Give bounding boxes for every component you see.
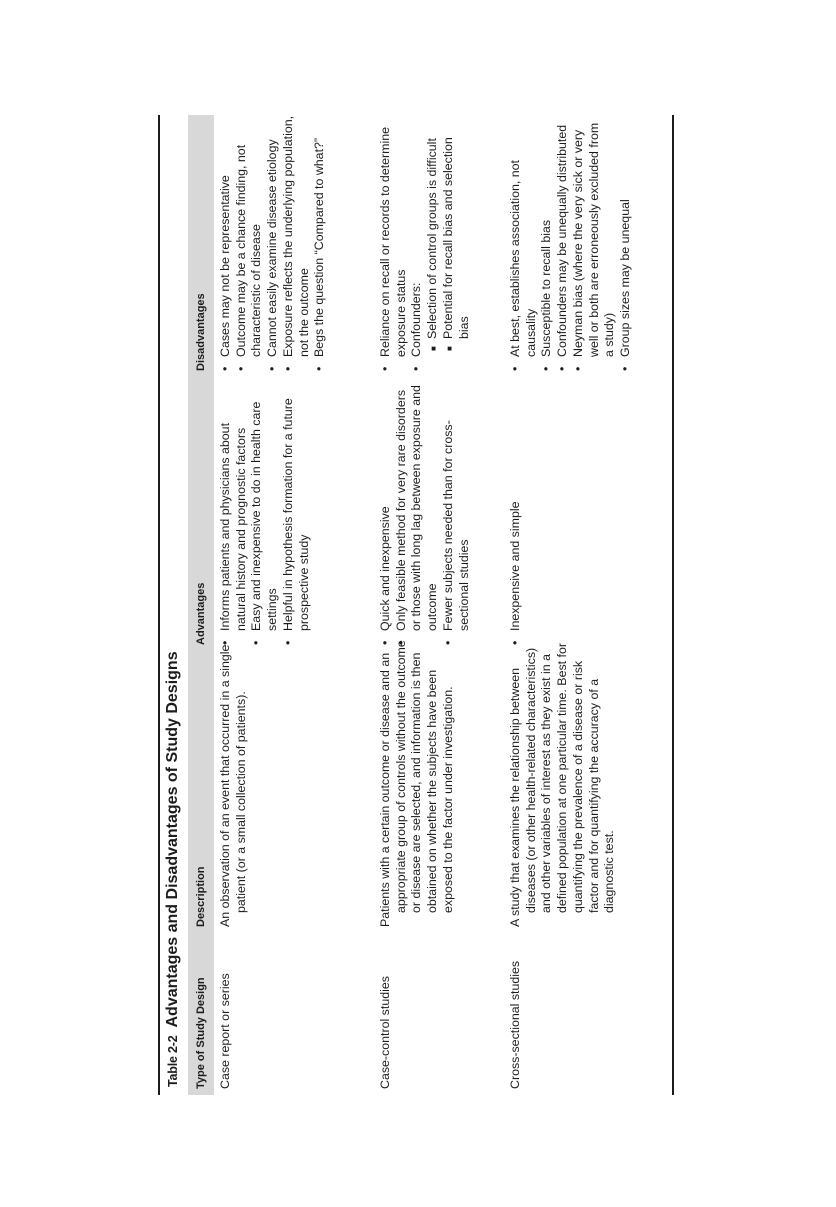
list-item: • At best, establishes association, not causality xyxy=(508,115,539,371)
list-item: • Reliance on recall or records to determine exposure status xyxy=(378,115,409,371)
row2-description: Patients with a certain outcome or disease and an appropriate group of controls without the outcome or disease are selected, and information is then obtained on whether the subjects have been exposed to the factor under investigation. xyxy=(378,640,455,927)
list-item xyxy=(409,115,472,371)
list-item: • Cannot easily examine disease etiology xyxy=(265,115,281,371)
row2-type: Case-control studies xyxy=(378,976,392,1089)
list-item: • Neyman bias (where the very sick or very well or both are erroneously excluded from a study) xyxy=(571,115,618,371)
row1-description: An observation of an event that occurred in a single patient (or a small collection of patients). xyxy=(218,644,248,927)
row3-disadvantages xyxy=(508,115,634,371)
confounders-label: Confounders: xyxy=(409,282,424,357)
table-header-row xyxy=(188,115,214,1095)
header-type: Type of Study Design xyxy=(195,977,207,1089)
list-item: • Only feasible method for very rare disorders or those with long lag between exposure and outcome xyxy=(394,383,441,645)
rotated-table-page xyxy=(158,115,678,1095)
list-item: • Confounders may be unequally distributed xyxy=(555,115,571,371)
list-item: • Begs the question “Compared to what?” xyxy=(312,115,328,371)
list-item: • Inexpensive and simple xyxy=(508,383,524,645)
row3-type: Cross-sectional studies xyxy=(508,960,522,1089)
table-number: Table 2-2 xyxy=(166,1035,180,1087)
list-item: • Cases may not be representative xyxy=(218,115,234,371)
list-item: • Informs patients and physicians about natural history and prognostic factors xyxy=(218,383,249,645)
row1-advantages xyxy=(218,383,312,645)
list-item: • Helpful in hypothesis formation for a future prospective study xyxy=(281,383,312,645)
list-item: • Susceptible to recall bias xyxy=(539,115,555,371)
header-description: Description xyxy=(195,866,207,927)
table-title xyxy=(164,651,182,1087)
list-item: ■ Potential for recall bias and selection bias xyxy=(441,115,472,357)
list-item: • Quick and inexpensive xyxy=(378,383,394,645)
top-rule xyxy=(158,115,160,1095)
header-advantages: Advantages xyxy=(195,582,207,645)
header-disadvantages: Disadvantages xyxy=(195,293,207,371)
list-item: • Fewer subjects needed than for cross-sectional studies xyxy=(441,383,472,645)
list-item: ■ Selection of control groups is difficult xyxy=(425,115,441,357)
table-title-text: Advantages and Disadvantages of Study Designs xyxy=(164,651,181,1028)
row3-description: A study that examines the relationship between diseases (or other health-related characteristics) and other variables of interest as they exist in a defined population at one particular time. Best for quantifying the prevalence of a disease or risk factor and for quantifying the accuracy of a diagnostic test. xyxy=(508,642,617,927)
list-item: • Easy and inexpensive to do in health care settings xyxy=(249,383,280,645)
row2-disadvantages xyxy=(378,115,472,371)
list-item: • Outcome may be a chance finding, not characteristic of disease xyxy=(234,115,265,371)
row2-advantages xyxy=(378,383,472,645)
list-item: • Exposure reflects the underlying population, not the outcome xyxy=(281,115,312,371)
list-item: • Group sizes may be unequal xyxy=(618,115,634,371)
bottom-rule xyxy=(672,115,674,1095)
row1-disadvantages xyxy=(218,115,328,371)
row1-type: Case report or series xyxy=(218,973,232,1089)
row3-advantages xyxy=(508,383,524,645)
